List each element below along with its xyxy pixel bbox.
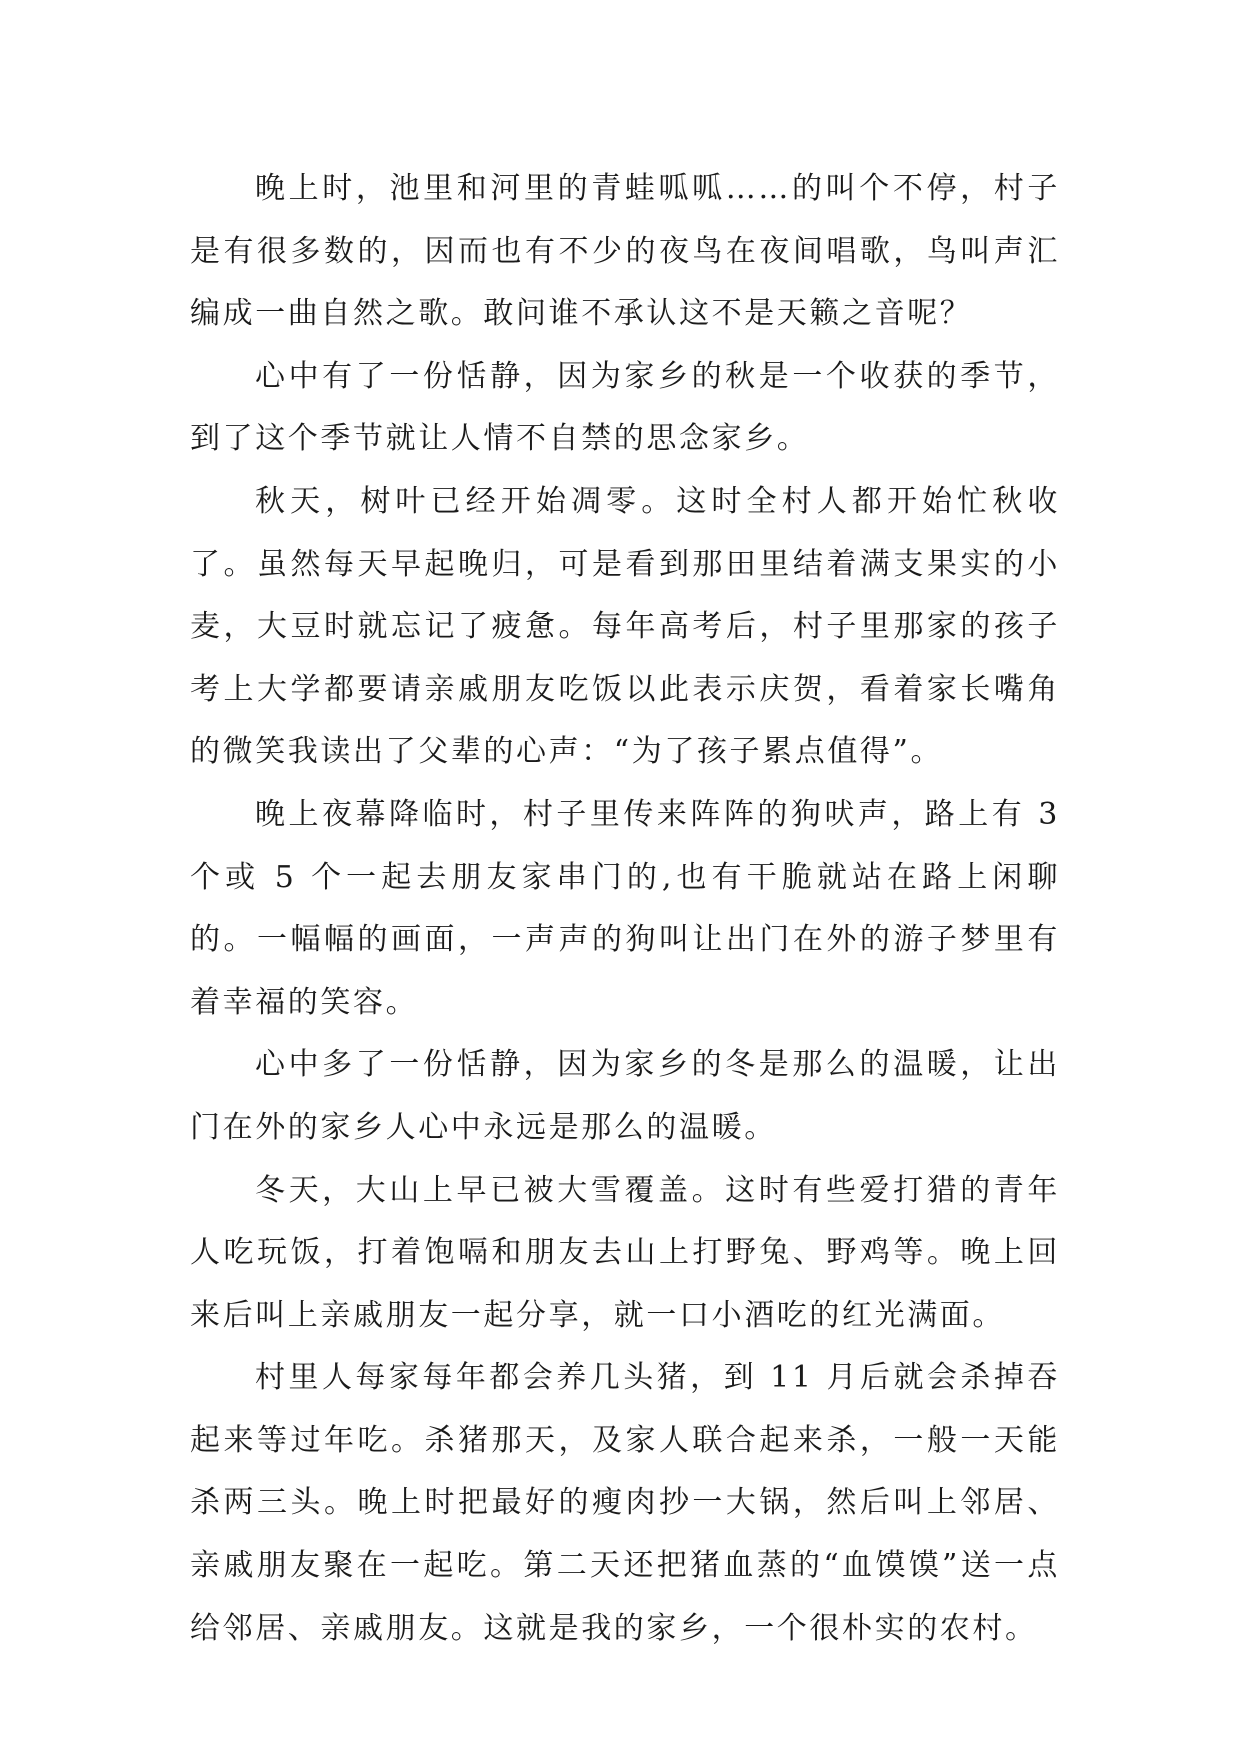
paragraph-autumn-calm: 心中有了一份恬静，因为家乡的秋是一个收获的季节，到了这个季节就让人情不自禁的思念家乡。 [190,358,1060,457]
paragraph-evening-dogs: 晚上夜幕降临时，村子里传来阵阵的狗吠声，路上有 3 个或 5 个一起去朋友家串门的,也有干脆就站在路上闲聊的。一幅幅的画面，一声声的狗叫让出门在外的游子梦里有着幸福的笑容。 [190,796,1060,1020]
paragraph-winter-calm: 心中多了一份恬静，因为家乡的冬是那么的温暖，让出门在外的家乡人心中永远是那么的温暖。 [190,1047,1060,1145]
paragraph-winter-hunting: 冬天，大山上早已被大雪覆盖。这时有些爱打猎的青年人吃玩饭，打着饱嗝和朋友去山上打野兔、野鸡等。晚上回来后叫上亲戚朋友一起分享，就一口小酒吃的红光满面。 [190,1172,1060,1333]
paragraph-frogs-night: 晚上时，池里和河里的青蛙呱呱……的叫个不停，村子是有很多数的，因而也有不少的夜鸟在夜间唱歌，鸟叫声汇编成一曲自然之歌。敢问谁不承认这不是天籁之音呢？ [190,171,1060,332]
paragraph-autumn-harvest: 秋天，树叶已经开始凋零。这时全村人都开始忙秋收了。虽然每天早起晚归，可是看到那田里结着满支果实的小麦，大豆时就忘记了疲惫。每年高考后，村子里那家的孩子考上大学都要请亲戚朋友吃饭以此表示庆贺，看着家长嘴角的微笑我读出了父辈的心声：“为了孩子累点值得”。 [190,483,1060,770]
document-body [190,158,1060,1660]
paragraph-pig-slaughter: 村里人每家每年都会养几头猪，到 11 月后就会杀掉吞起来等过年吃。杀猪那天，及家人联合起来杀，一般一天能杀两三头。晚上时把最好的瘦肉抄一大锅，然后叫上邻居、亲戚朋友聚在一起吃。第二天还把猪血蒸的“血馍馍”送一点给邻居、亲戚朋友。这就是我的家乡，一个很朴实的农村。 [190,1360,1060,1646]
